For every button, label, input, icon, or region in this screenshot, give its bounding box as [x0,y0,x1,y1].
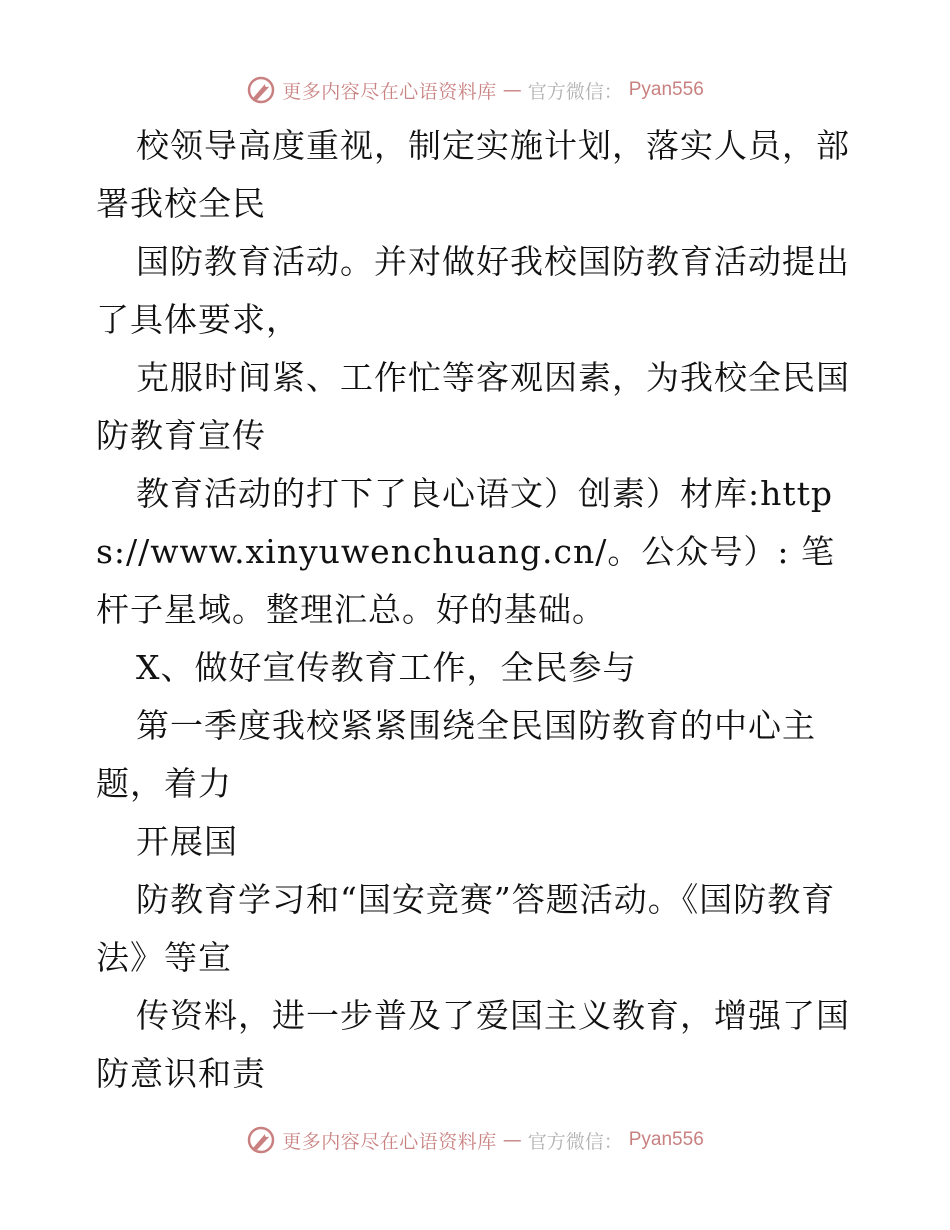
watermark-lead-text: 更多内容尽在心语资料库 [282,80,497,103]
paragraph: 克服时间紧、工作忙等客观因素，为我校全民国防教育宣传 [96,358,850,455]
watermark-official-label: 官方微信： [527,1130,623,1153]
header-watermark [0,70,950,110]
watermark-official-label: 官方微信： [527,80,623,103]
footer-watermark [0,1120,950,1160]
paragraph: 开展国 [136,822,238,861]
paragraph: 第一季度我校紧紧围绕全民国防教育的中心主题，着力 [96,706,816,803]
paragraph: 国防教育活动。并对做好我校国防教育活动提出了具体要求， [96,242,850,339]
watermark-dash: — [502,79,522,101]
paragraph: 校领导高度重视，制定实施计划，落实人员，部署我校全民 [96,126,850,223]
paragraph: 传资料，进一步普及了爱国主义教育，增强了国防意识和责 [96,996,850,1093]
watermark-lead-text: 更多内容尽在心语资料库 [282,1130,497,1153]
paragraph: X、做好宣传教育工作，全民参与 [136,648,637,687]
watermark-dash: — [502,1129,522,1151]
paragraph: 防教育学习和“国安竞赛”答题活动。《国防教育法》等宣 [96,880,836,977]
watermark-wechat-id: Pyan556 [628,1129,704,1150]
pen-logo-icon [246,1125,276,1155]
watermark-wechat-id: Pyan556 [628,79,704,100]
paragraph: 教育活动的打下了良心语文）创素）材库:https://www.xinyuwenchuang.cn/。公众号）: 笔杆子星域。整理汇总。好的基础。 [96,474,835,629]
pen-logo-icon [246,75,276,105]
document-body [96,117,856,1103]
